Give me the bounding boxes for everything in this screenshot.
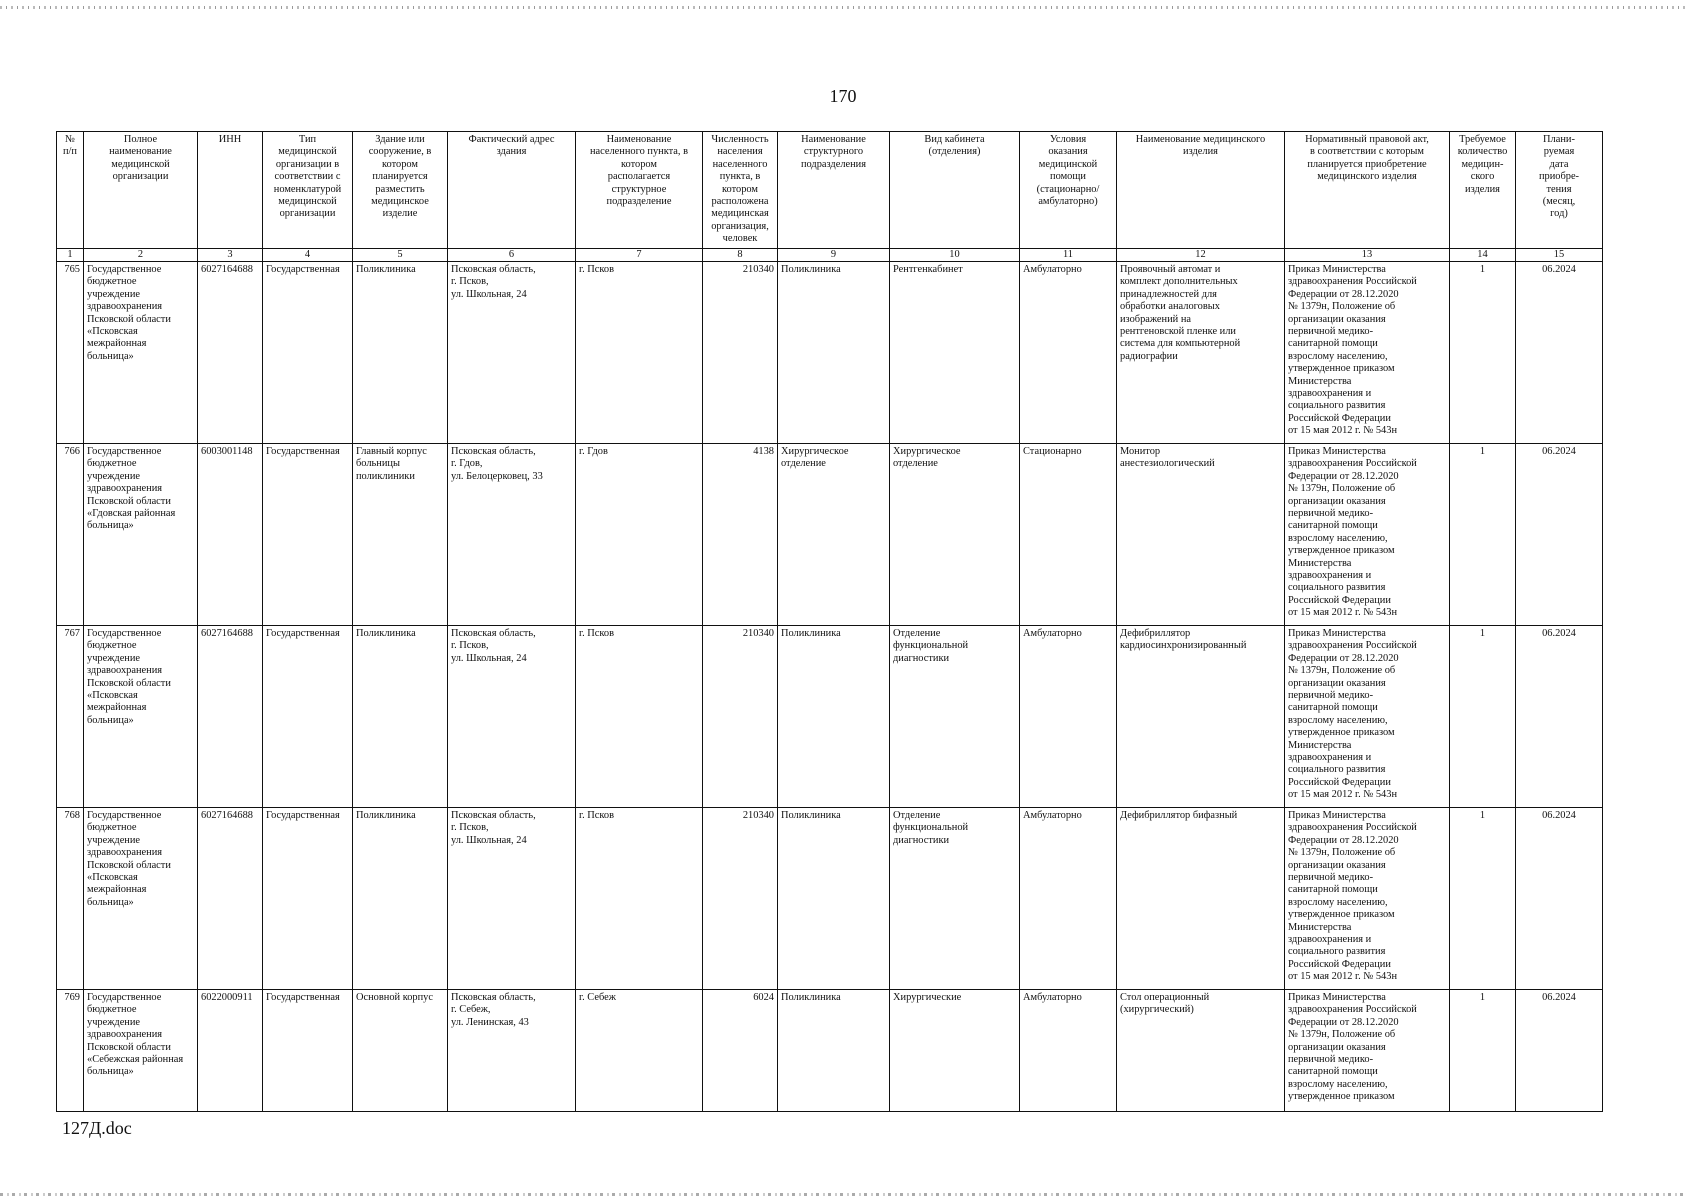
header-cell: Наименование медицинского изделия	[1117, 132, 1285, 249]
column-number: 4	[263, 249, 353, 262]
document-filename: 127Д.doc	[62, 1118, 132, 1138]
cabinet-type: Хирургические	[890, 990, 1020, 1112]
quantity: 1	[1450, 444, 1516, 626]
header-cell: Тип медицинской организации в соответствии с номенклатурой медицинской организации	[263, 132, 353, 249]
inn: 6022000911	[198, 990, 263, 1112]
care-conditions: Амбулаторно	[1020, 808, 1117, 990]
locality: г. Псков	[576, 808, 703, 990]
device-name: Стол операционный (хирургический)	[1117, 990, 1285, 1112]
column-number: 5	[353, 249, 448, 262]
population: 210340	[703, 808, 778, 990]
row-number: 769	[57, 990, 84, 1112]
header-cell: Условия оказания медицинской помощи (стационарно/ амбулаторно)	[1020, 132, 1117, 249]
care-conditions: Амбулаторно	[1020, 262, 1117, 444]
address: Псковская область, г. Гдов, ул. Белоцерковец, 33	[448, 444, 576, 626]
header-cell: Фактический адрес здания	[448, 132, 576, 249]
table-row	[57, 444, 1603, 626]
page-number: 170	[829, 86, 857, 106]
scan-edge-top	[0, 6, 1686, 9]
header-cell: Нормативный правовой акт, в соответствии с которым планируется приобретение медицинского изделия	[1285, 132, 1450, 249]
header-cell: № п/п	[57, 132, 84, 249]
address: Псковская область, г. Псков, ул. Школьная, 24	[448, 808, 576, 990]
org-type: Государственная	[263, 626, 353, 808]
population: 6024	[703, 990, 778, 1112]
column-number: 11	[1020, 249, 1117, 262]
cabinet-type: Рентгенкабинет	[890, 262, 1020, 444]
locality: г. Себеж	[576, 990, 703, 1112]
cabinet-type: Хирургическое отделение	[890, 444, 1020, 626]
address: Псковская область, г. Псков, ул. Школьная, 24	[448, 262, 576, 444]
quantity: 1	[1450, 990, 1516, 1112]
structural-unit: Хирургическое отделение	[778, 444, 890, 626]
locality: г. Гдов	[576, 444, 703, 626]
structural-unit: Поликлиника	[778, 808, 890, 990]
planned-date: 06.2024	[1516, 808, 1603, 990]
org-type: Государственная	[263, 262, 353, 444]
building: Поликлиника	[353, 626, 448, 808]
population: 4138	[703, 444, 778, 626]
org-type: Государственная	[263, 444, 353, 626]
locality: г. Псков	[576, 262, 703, 444]
inn: 6027164688	[198, 262, 263, 444]
building: Поликлиника	[353, 262, 448, 444]
cabinet-type: Отделение функциональной диагностики	[890, 626, 1020, 808]
planned-date: 06.2024	[1516, 444, 1603, 626]
header-cell: Наименование структурного подразделения	[778, 132, 890, 249]
column-number: 15	[1516, 249, 1603, 262]
care-conditions: Амбулаторно	[1020, 990, 1117, 1112]
org-type: Государственная	[263, 990, 353, 1112]
care-conditions: Амбулаторно	[1020, 626, 1117, 808]
structural-unit: Поликлиника	[778, 262, 890, 444]
planned-date: 06.2024	[1516, 990, 1603, 1112]
inn: 6003001148	[198, 444, 263, 626]
building: Основной корпус	[353, 990, 448, 1112]
row-number: 766	[57, 444, 84, 626]
column-number: 6	[448, 249, 576, 262]
quantity: 1	[1450, 626, 1516, 808]
legal-act: Приказ Министерства здравоохранения Российской Федерации от 28.12.2020 № 1379н, Положение об организации оказания первичной медико- санитарной помощи взрослому населению, утвержденное приказом	[1285, 990, 1450, 1112]
structural-unit: Поликлиника	[778, 990, 890, 1112]
device-name: Дефибриллятор кардиосинхронизированный	[1117, 626, 1285, 808]
org-type: Государственная	[263, 808, 353, 990]
table-row	[57, 808, 1603, 990]
column-number: 3	[198, 249, 263, 262]
column-number: 8	[703, 249, 778, 262]
column-number: 7	[576, 249, 703, 262]
structural-unit: Поликлиника	[778, 626, 890, 808]
table-row	[57, 990, 1603, 1112]
header-cell: Вид кабинета (отделения)	[890, 132, 1020, 249]
column-number: 1	[57, 249, 84, 262]
quantity: 1	[1450, 262, 1516, 444]
header-cell: Полное наименование медицинской организации	[84, 132, 198, 249]
header-cell: ИНН	[198, 132, 263, 249]
quantity: 1	[1450, 808, 1516, 990]
org-name: Государственное бюджетное учреждение здравоохранения Псковской области «Себежская районная больница»	[84, 990, 198, 1112]
header-cell: Требуемое количество медицин- ского изделия	[1450, 132, 1516, 249]
legal-act: Приказ Министерства здравоохранения Российской Федерации от 28.12.2020 № 1379н, Положение об организации оказания первичной медико- санитарной помощи взрослому населению, утвержденное приказом Министерства здравоохранения и социального развития Российской Федерации от 15 мая 2012 г. № 543н	[1285, 262, 1450, 444]
equipment-table	[56, 131, 1603, 1112]
planned-date: 06.2024	[1516, 262, 1603, 444]
cabinet-type: Отделение функциональной диагностики	[890, 808, 1020, 990]
scan-edge-bottom	[0, 1193, 1686, 1196]
table-row	[57, 262, 1603, 444]
column-number: 13	[1285, 249, 1450, 262]
row-number: 768	[57, 808, 84, 990]
column-number: 14	[1450, 249, 1516, 262]
locality: г. Псков	[576, 626, 703, 808]
org-name: Государственное бюджетное учреждение здравоохранения Псковской области «Псковская межрайонная больница»	[84, 262, 198, 444]
inn: 6027164688	[198, 626, 263, 808]
population: 210340	[703, 262, 778, 444]
legal-act: Приказ Министерства здравоохранения Российской Федерации от 28.12.2020 № 1379н, Положение об организации оказания первичной медико- санитарной помощи взрослому населению, утвержденное приказом Министерства здравоохранения и социального развития Российской Федерации от 15 мая 2012 г. № 543н	[1285, 626, 1450, 808]
device-name: Проявочный автомат и комплект дополнительных принадлежностей для обработки аналоговых изображений на рентгеновской пленке или система для компьютерной радиографии	[1117, 262, 1285, 444]
header-cell: Наименование населенного пункта, в котором располагается структурное подразделение	[576, 132, 703, 249]
device-name: Дефибриллятор бифазный	[1117, 808, 1285, 990]
column-number: 2	[84, 249, 198, 262]
care-conditions: Стационарно	[1020, 444, 1117, 626]
org-name: Государственное бюджетное учреждение здравоохранения Псковской области «Гдовская районная больница»	[84, 444, 198, 626]
org-name: Государственное бюджетное учреждение здравоохранения Псковской области «Псковская межрайонная больница»	[84, 808, 198, 990]
row-number: 767	[57, 626, 84, 808]
inn: 6027164688	[198, 808, 263, 990]
column-number-row	[57, 249, 1603, 262]
planned-date: 06.2024	[1516, 626, 1603, 808]
device-name: Монитор анестезиологический	[1117, 444, 1285, 626]
column-number: 9	[778, 249, 890, 262]
population: 210340	[703, 626, 778, 808]
column-number: 12	[1117, 249, 1285, 262]
row-number: 765	[57, 262, 84, 444]
org-name: Государственное бюджетное учреждение здравоохранения Псковской области «Псковская межрайонная больница»	[84, 626, 198, 808]
legal-act: Приказ Министерства здравоохранения Российской Федерации от 28.12.2020 № 1379н, Положение об организации оказания первичной медико- санитарной помощи взрослому населению, утвержденное приказом Министерства здравоохранения и социального развития Российской Федерации от 15 мая 2012 г. № 543н	[1285, 808, 1450, 990]
address: Псковская область, г. Псков, ул. Школьная, 24	[448, 626, 576, 808]
header-cell: Плани- руемая дата приобре- тения (месяц, год)	[1516, 132, 1603, 249]
building: Поликлиника	[353, 808, 448, 990]
header-cell: Здание или сооружение, в котором планируется разместить медицинское изделие	[353, 132, 448, 249]
address: Псковская область, г. Себеж, ул. Ленинская, 43	[448, 990, 576, 1112]
building: Главный корпус больницы поликлиники	[353, 444, 448, 626]
column-number: 10	[890, 249, 1020, 262]
header-cell: Численность населения населенного пункта, в котором расположена медицинская организация, человек	[703, 132, 778, 249]
table-row	[57, 626, 1603, 808]
header-row	[57, 132, 1603, 249]
legal-act: Приказ Министерства здравоохранения Российской Федерации от 28.12.2020 № 1379н, Положение об организации оказания первичной медико- санитарной помощи взрослому населению, утвержденное приказом Министерства здравоохранения и социального развития Российской Федерации от 15 мая 2012 г. № 543н	[1285, 444, 1450, 626]
